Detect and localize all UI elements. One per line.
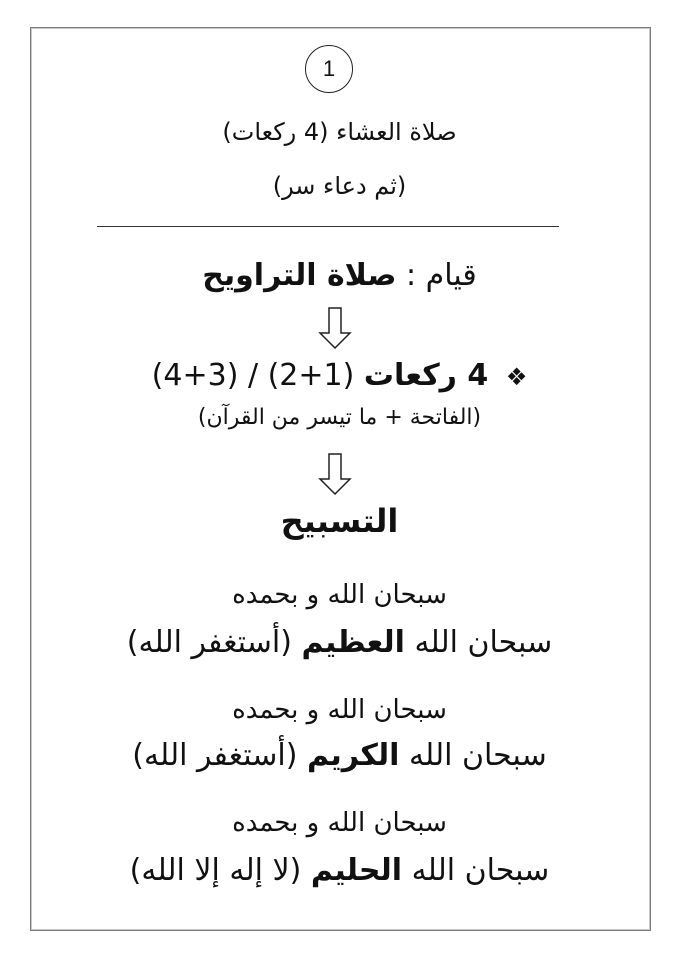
- page-number-badge: [305, 45, 353, 93]
- rakat-pattern: (1+2) / (3+4): [151, 358, 364, 393]
- rakat-count: 4 ركعات: [363, 358, 489, 393]
- dhikr-attribute: الكريم: [306, 738, 400, 773]
- dhikr-before: سبحان الله: [404, 625, 553, 660]
- recitation-note: (الفاتحة + ما تيسر من القرآن): [197, 405, 482, 430]
- dhikr-after: (أستغفر الله): [132, 738, 307, 773]
- dhikr-after: (لا إله إلا الله): [129, 853, 311, 888]
- dhikr-after: (أستغفر الله): [126, 625, 302, 660]
- dhikr-before: سبحان الله: [399, 738, 547, 773]
- arrow-down-icon: [318, 453, 352, 495]
- tasbeeh-heading: التسبيح: [280, 502, 399, 540]
- dhikr-line: [0, 738, 679, 773]
- isha-prayer-title: صلاة العشاء (4 ركعات): [222, 118, 457, 146]
- praise-line: سبحان الله و بحمده: [232, 695, 447, 725]
- dhikr-line: [0, 853, 679, 888]
- praise-line: سبحان الله و بحمده: [232, 808, 447, 838]
- page-number: 1: [322, 56, 336, 81]
- rakat-line: [0, 358, 679, 393]
- divider: [97, 226, 559, 227]
- dhikr-before: سبحان الله: [402, 853, 550, 888]
- dhikr-attribute: العظيم: [301, 625, 405, 660]
- dhikr-line: [0, 625, 679, 660]
- taraweeh-heading: [0, 258, 679, 293]
- arrow-down-icon: [318, 307, 352, 349]
- taraweeh-title: صلاة التراويح: [202, 258, 397, 293]
- praise-line: سبحان الله و بحمده: [232, 580, 447, 610]
- silent-dua-note: (ثم دعاء سر): [272, 172, 407, 200]
- taraweeh-prefix: قيام :: [396, 258, 477, 293]
- diamond-bullet-icon: ❖: [505, 363, 528, 391]
- dhikr-attribute: الحليم: [310, 853, 403, 888]
